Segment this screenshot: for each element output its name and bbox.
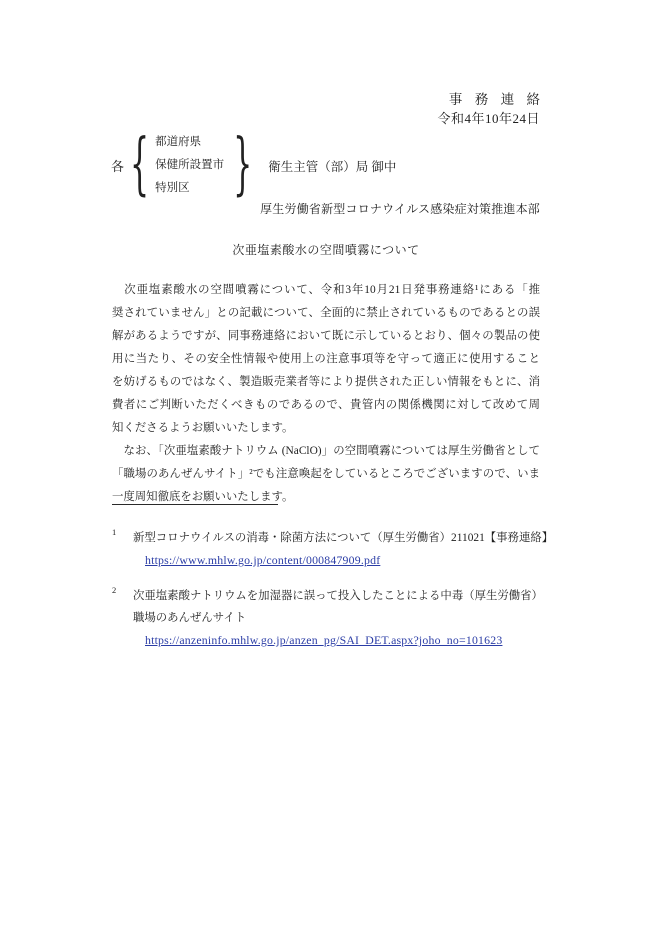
body-line: 次亜塩素酸水の空間噴霧について、令和3年10月21日発事務連絡¹にある「推: [112, 284, 541, 296]
addressee-groups: [155, 131, 227, 200]
footnote-1-link[interactable]: https://www.mhlw.go.jp/content/000847909.pdf: [145, 553, 381, 567]
footnote-2-link[interactable]: https://anzeninfo.mhlw.go.jp/anzen_pg/SAI_DET.aspx?joho_no=101623: [145, 633, 503, 647]
addressee-group-prefectures: 都道府県: [155, 136, 202, 148]
left-brace: {: [130, 125, 150, 204]
footnote-2-text: 次亜塩素酸ナトリウムを加湿器に誤って投入したことによる中毒（厚生労働省）: [133, 590, 543, 602]
footnote-2-link-line: [145, 629, 557, 652]
addressee-group-health-center-cities: 保健所設置市: [155, 159, 225, 171]
document-title: 次亜塩素酸水の空間噴霧について: [232, 243, 420, 257]
body-line: 「職場のあんぜんサイト」²でも注意喚起をしているところでございますので、いま: [112, 468, 540, 480]
body-line: 知くださるようお願いいたします。: [112, 422, 294, 434]
body-line: 費者にご判断いただくべきものであるので、貴管内の関係機関に対して改めて周: [112, 399, 540, 411]
body-line: 奨されていません」との記載について、全面的に禁止されているものであるとの誤: [112, 307, 540, 319]
footnote-1-link-line: [145, 549, 557, 572]
footnote-1: [112, 521, 557, 572]
footnote-1-text: 新型コロナウイルスの消毒・除菌方法について（厚生労働省）211021【事務連絡】: [133, 532, 554, 544]
body-line: 解があるようですが、同事務連絡において既に示しているとおり、個々の製品の使: [112, 330, 540, 342]
body-line: なお、「次亜塩素酸ナトリウム (NaClO)」の空間噴霧については厚生労働省として: [112, 445, 540, 457]
doc-type-label: 事 務 連 絡: [448, 92, 540, 107]
doc-date: 令和4年10年24日: [437, 111, 540, 126]
footnote-divider: [112, 504, 278, 505]
addressee-block: [111, 125, 397, 204]
sender-line: 厚生労働省新型コロナウイルス感染症対策推進本部: [260, 202, 540, 216]
footnote-2-text-line2: 職場のあんぜんサイト: [133, 612, 247, 624]
body-text: [112, 279, 540, 509]
footnote-2: [112, 579, 557, 652]
body-line: 一度周知徹底をお願いいたします。: [112, 491, 294, 503]
footnote-1-text-line: [112, 521, 557, 549]
document-header: [112, 90, 540, 128]
addressee-group-special-wards: 特別区: [155, 182, 190, 194]
footnote-2-text-line: [112, 579, 557, 607]
body-line: 用に当たり、その安全性情報や使用上の注意事項等を守って適正に使用すること: [112, 353, 540, 365]
right-brace: }: [233, 125, 253, 204]
addressee-suffix: 衛生主管（部）局 御中: [268, 159, 397, 174]
body-line: を妨げるものではなく、製造販売業者等により提供された正しい情報をもとに、消: [112, 376, 540, 388]
footnote-1-marker: 1: [112, 527, 117, 537]
footnote-2-marker: 2: [112, 585, 117, 595]
addressee-prefix: 各: [111, 159, 125, 174]
